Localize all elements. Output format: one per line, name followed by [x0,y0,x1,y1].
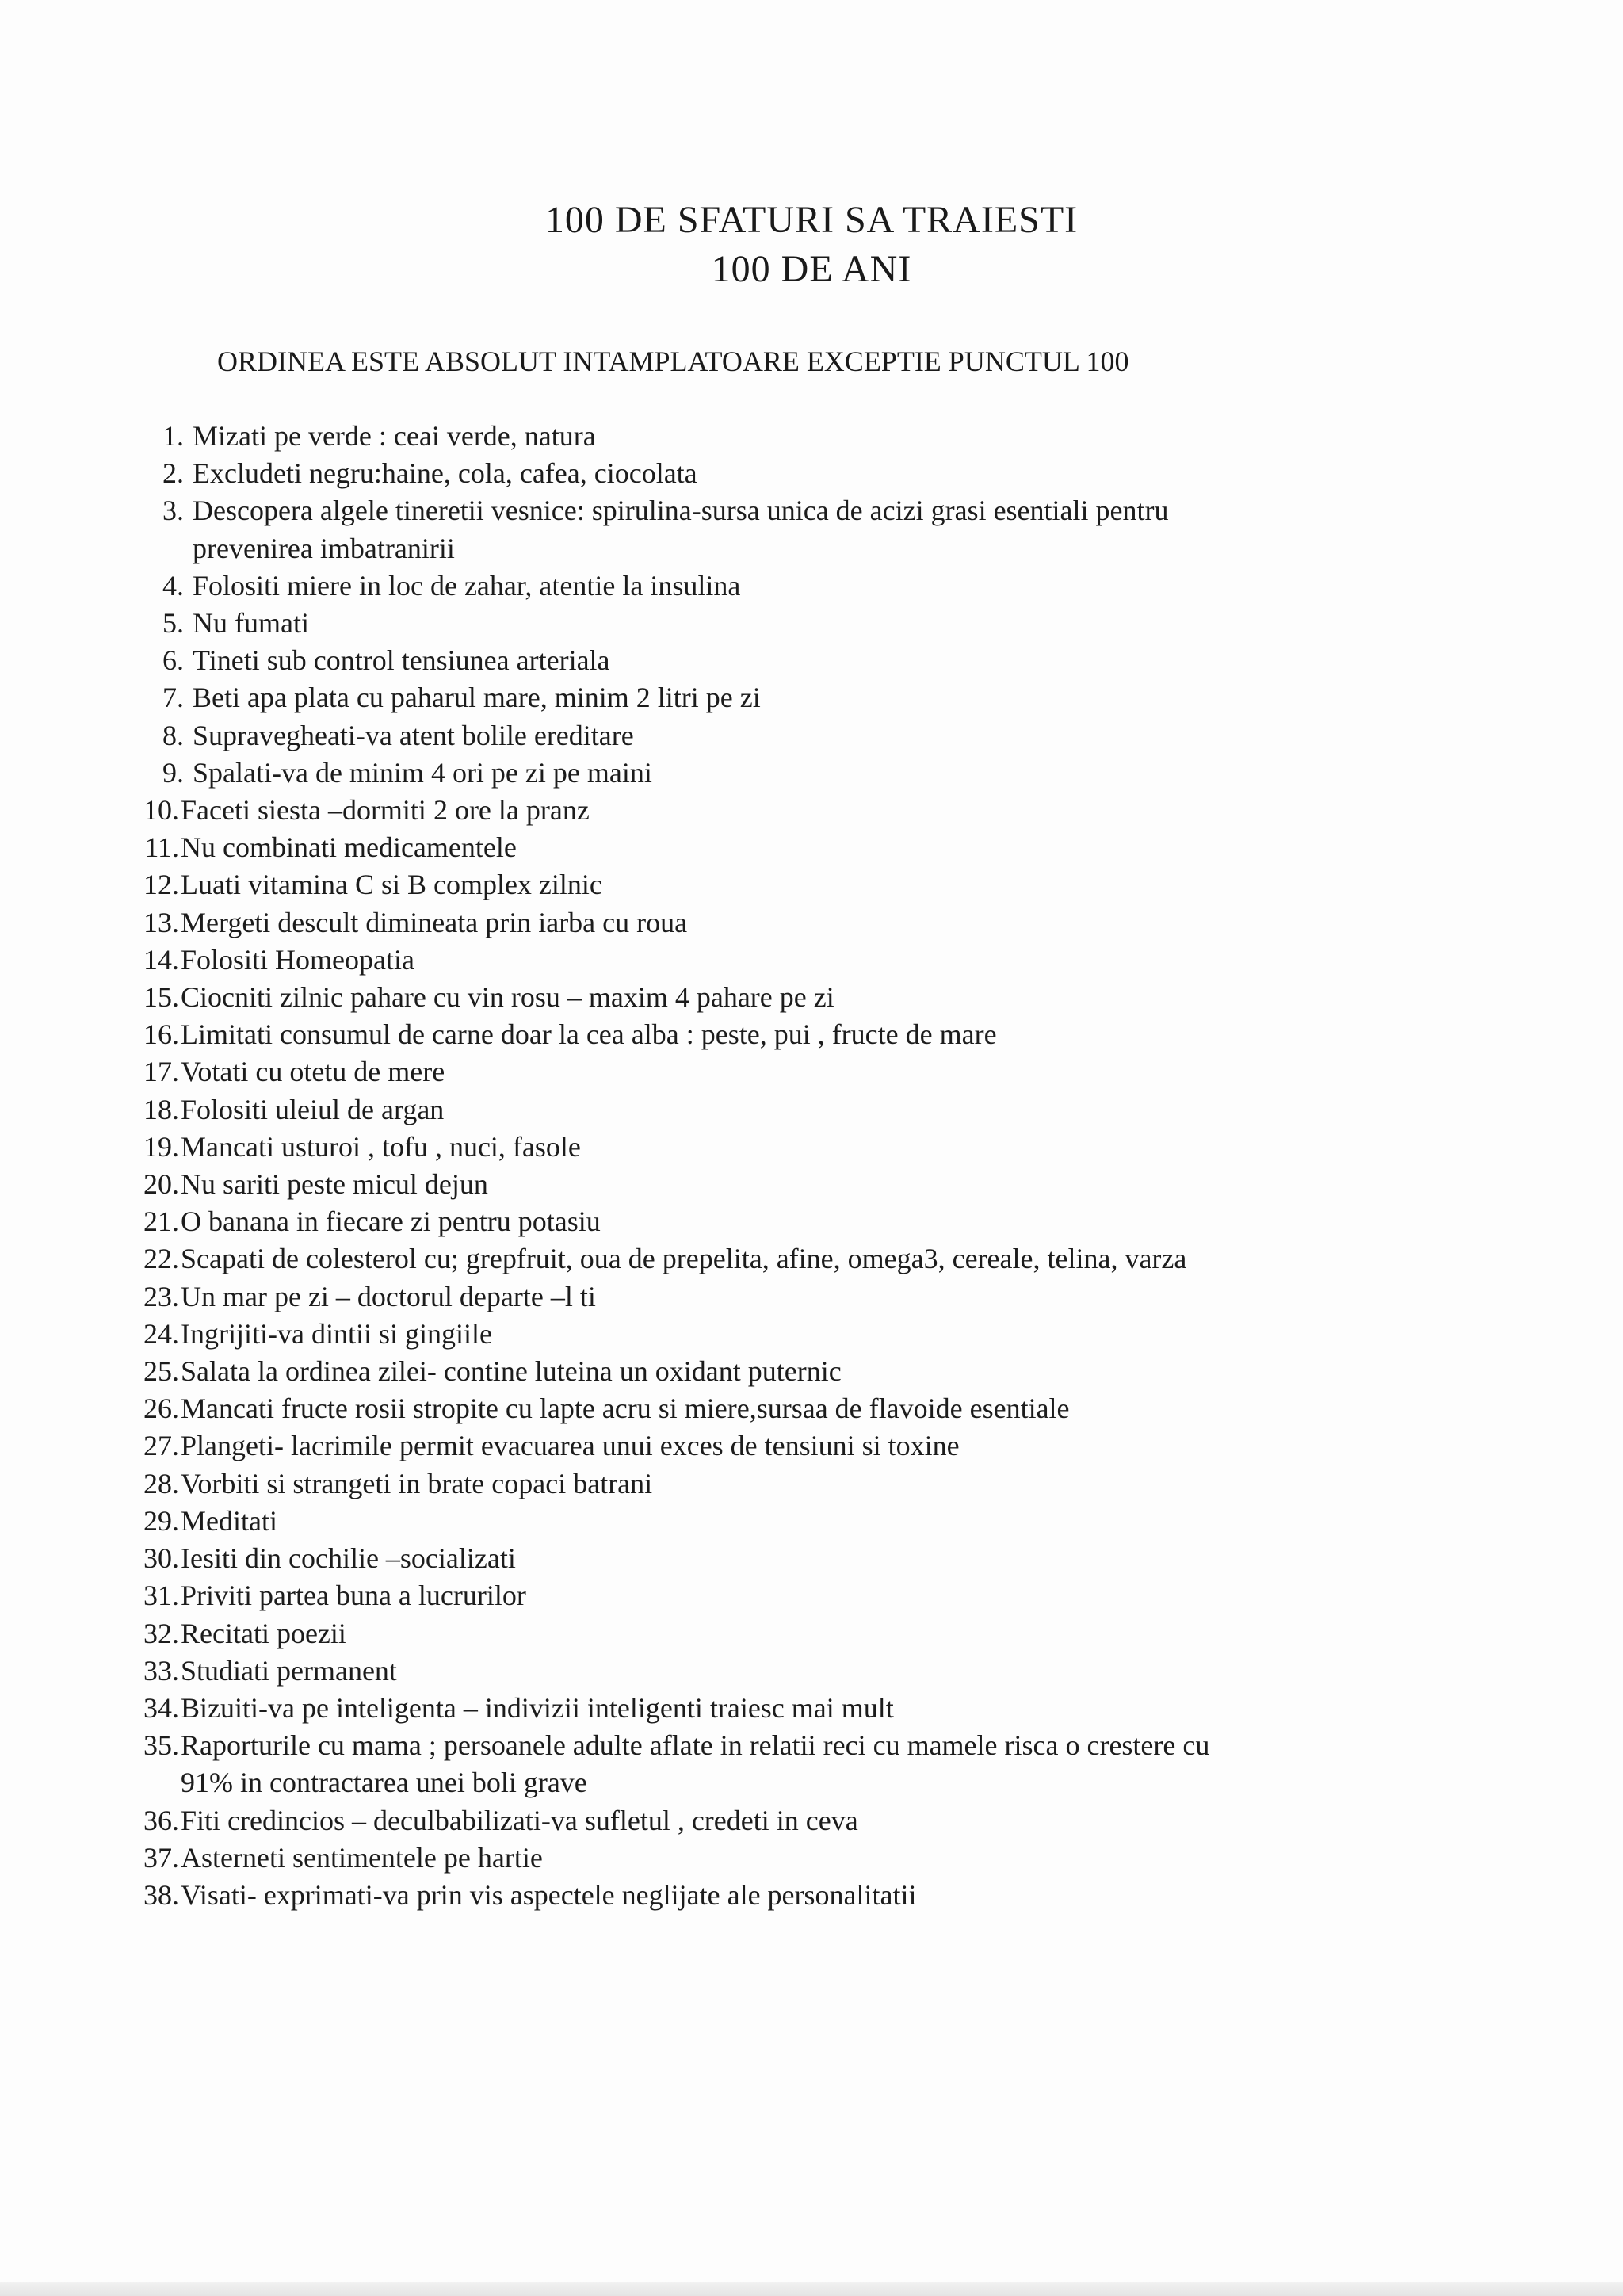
list-item-text: Mancati usturoi , tofu , nuci, fasole [181,1130,581,1163]
list-item-number: 25. [143,1355,179,1388]
list-item-text: Luati vitamina C si B complex zilnic [181,869,602,901]
list-item-text: Limitati consumul de carne doar la cea alba : peste, pui , fructe de mare [181,1018,997,1051]
list-item [0,1166,1623,1203]
list-item-number: 3. [162,495,184,527]
document-title-line2: 100 DE ANI [711,248,912,290]
list-item [0,492,1623,567]
list-item-text: Plangeti- lacrimile permit evacuarea unui exces de tensiuni si toxine [181,1430,960,1462]
list-item [0,418,1623,455]
list-item-text: Scapati de colesterol cu; grepfruit, oua de prepelita, afine, omega3, cereale, telina, varza [181,1243,1187,1275]
list-item-number: 17. [143,1056,179,1088]
list-item [0,1465,1623,1503]
list-item [0,605,1623,642]
list-item-text: Salata la ordinea zilei- contine luteina un oxidant puternic [181,1355,842,1388]
list-item-number: 5. [162,607,184,640]
list-item-text: Excludeti negru:haine, cola, cafea, ciocolata [193,457,697,490]
list-item-number: 23. [143,1280,179,1312]
list-item-text: O banana in fiecare zi pentru potasiu [181,1205,601,1238]
list-item-text: Descopera algele tineretii vesnice: spirulina-sursa unica de acizi grasi esentiali pentru [193,495,1169,527]
list-item-text: Nu fumati [193,607,309,640]
list-item-text: Ciocniti zilnic pahare cu vin rosu – maxim 4 pahare pe zi [181,981,834,1014]
tips-list [0,418,1623,1914]
list-item [0,1577,1623,1614]
list-item [0,1091,1623,1129]
list-item-text: Iesiti din cochilie –socializati [181,1542,516,1575]
list-item-number: 12. [143,869,179,901]
list-item-text: Spalati-va de minim 4 ori pe zi pe maini [193,756,652,789]
document-subtitle: ORDINEA ESTE ABSOLUT INTAMPLATOARE EXCEPTIE PUNCTUL 100 [217,346,1129,377]
list-item-number: 2. [162,457,184,490]
list-item [0,1615,1623,1652]
list-item-number: 33. [143,1654,179,1687]
list-item-number: 29. [143,1504,179,1537]
list-item [0,792,1623,829]
list-item-text: Mizati pe verde : ceai verde, natura [193,420,596,452]
list-item [0,1652,1623,1690]
list-item-number: 6. [162,644,184,677]
list-item-number: 7. [162,682,184,714]
list-item [0,1427,1623,1465]
list-item-text: Visati- exprimati-va prin vis aspectele neglijate ale personalitatii [181,1878,917,1911]
list-item [0,1278,1623,1316]
list-item-number: 1. [162,420,184,452]
list-item [0,755,1623,792]
list-item [0,1053,1623,1091]
list-item-text: Priviti partea buna a lucrurilor [181,1580,526,1612]
list-item-number: 37. [143,1841,179,1874]
list-item-number: 30. [143,1542,179,1575]
list-item-text: Fiti credincios – deculbabilizati-va sufletul , credeti in ceva [181,1804,858,1836]
list-item-number: 10. [143,794,179,827]
list-item-number: 21. [143,1205,179,1238]
list-item-number: 13. [143,906,179,938]
list-item-text: Beti apa plata cu paharul mare, minim 2 litri pe zi [193,682,761,714]
list-item [0,455,1623,492]
list-item-text: prevenirea imbatranirii [193,532,455,564]
list-item-number: 16. [143,1018,179,1051]
list-item [0,1727,1623,1801]
list-item [0,1839,1623,1877]
list-item-number: 34. [143,1691,179,1724]
list-item [0,1877,1623,1914]
list-item-text: Recitati poezii [181,1617,346,1649]
list-item [0,567,1623,605]
list-item-number: 20. [143,1168,179,1201]
list-item [0,1690,1623,1727]
list-item-text: 91% in contractarea unei boli grave [181,1767,587,1799]
list-item-number: 11. [144,831,179,864]
list-item [0,942,1623,979]
list-item-text: Vorbiti si strangeti in brate copaci batrani [181,1467,653,1499]
list-item-number: 24. [143,1317,179,1350]
list-item [0,1129,1623,1166]
list-item [0,679,1623,716]
list-item-text: Supravegheati-va atent bolile ereditare [193,719,634,751]
list-item-number: 31. [143,1580,179,1612]
list-item-text: Meditati [181,1504,277,1537]
list-item [0,1203,1623,1240]
list-item [0,1240,1623,1278]
list-item-text: Faceti siesta –dormiti 2 ore la pranz [181,794,590,827]
list-item-number: 19. [143,1130,179,1163]
list-item-text: Folositi uleiul de argan [181,1093,445,1125]
list-item-text: Nu combinati medicamentele [181,831,517,864]
list-item-text: Mancati fructe rosii stropite cu lapte acru si miere,sursaa de flavoide esentiale [181,1392,1070,1425]
list-item [0,1802,1623,1839]
list-item-number: 14. [143,943,179,976]
list-item [0,1540,1623,1577]
document-title-line1: 100 DE SFATURI SA TRAIESTI [544,199,1079,241]
scan-bottom-edge [0,2282,1623,2296]
list-item [0,1390,1623,1427]
list-item-number: 35. [143,1729,179,1762]
list-item [0,1353,1623,1390]
list-item-text: Asterneti sentimentele pe hartie [181,1841,543,1874]
list-item-text: Un mar pe zi – doctorul departe –l ti [181,1280,596,1312]
list-item [0,1503,1623,1540]
list-item [0,904,1623,942]
list-item [0,1316,1623,1353]
list-item [0,829,1623,866]
list-item-text: Ingrijiti-va dintii si gingiile [181,1317,492,1350]
list-item [0,642,1623,679]
list-item-text: Raporturile cu mama ; persoanele adulte aflate in relatii reci cu mamele risca o crestere cu [181,1729,1210,1762]
list-item-number: 28. [143,1467,179,1499]
list-item [0,979,1623,1016]
list-item-number: 8. [162,719,184,751]
list-item-text: Studiati permanent [181,1654,397,1687]
list-item-number: 26. [143,1392,179,1425]
list-item-number: 4. [162,569,184,602]
list-item-text: Mergeti descult dimineata prin iarba cu roua [181,906,688,938]
list-item-number: 32. [143,1617,179,1649]
list-item-number: 18. [143,1093,179,1125]
list-item-number: 9. [162,756,184,789]
list-item-number: 38. [143,1878,179,1911]
list-item-text: Bizuiti-va pe inteligenta – indivizii inteligenti traiesc mai mult [181,1691,894,1724]
list-item-number: 22. [143,1243,179,1275]
list-item-number: 27. [143,1430,179,1462]
list-item-text: Tineti sub control tensiunea arteriala [193,644,610,677]
list-item [0,717,1623,755]
list-item [0,866,1623,904]
list-item-number: 36. [143,1804,179,1836]
list-item [0,1016,1623,1053]
list-item-text: Folositi Homeopatia [181,943,414,976]
list-item-text: Votati cu otetu de mere [181,1056,445,1088]
list-item-number: 15. [143,981,179,1014]
list-item-text: Nu sariti peste micul dejun [181,1168,488,1201]
list-item-text: Folositi miere in loc de zahar, atentie la insulina [193,569,741,602]
